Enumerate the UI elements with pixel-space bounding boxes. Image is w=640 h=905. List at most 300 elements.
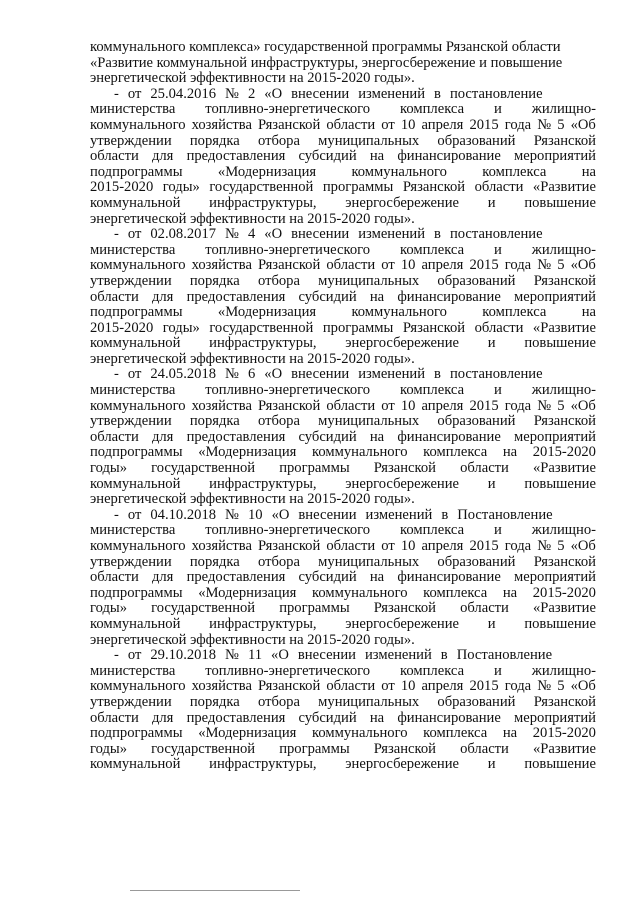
word: годы» <box>162 179 200 196</box>
word: Рязанской <box>533 272 596 289</box>
word: министерства <box>90 662 176 679</box>
word: коммунального <box>90 257 186 274</box>
word: апреля <box>421 397 464 414</box>
word: программы <box>279 600 350 617</box>
word: годы» <box>90 740 128 757</box>
word: области <box>460 460 509 477</box>
text-line <box>90 274 596 290</box>
word: и <box>487 615 496 632</box>
word: программы <box>322 179 394 196</box>
word: 5 <box>557 116 565 133</box>
word: от <box>381 116 395 133</box>
word: на <box>581 304 596 321</box>
word: Рязанской <box>533 693 596 710</box>
word: образований <box>437 132 516 149</box>
word: для <box>151 428 174 445</box>
word: для <box>151 709 174 726</box>
word: программы <box>279 460 350 477</box>
word: № <box>225 647 239 664</box>
word: от <box>381 538 395 554</box>
word: мероприятий <box>514 709 596 726</box>
word: мероприятий <box>514 148 596 165</box>
word: комплекса <box>400 382 465 399</box>
word: постановление <box>449 366 543 383</box>
word: порядка <box>189 132 240 149</box>
word: года <box>504 116 532 133</box>
word: 10 <box>247 506 263 523</box>
word: коммунальной <box>90 335 181 352</box>
word: Постановление <box>456 647 553 664</box>
word: внесении <box>291 85 350 102</box>
word: коммунальной <box>90 194 181 211</box>
word: «О <box>264 85 283 102</box>
word: порядка <box>189 693 240 710</box>
word: внесении <box>291 226 350 243</box>
word: области <box>90 709 139 726</box>
word: повышение <box>524 615 596 632</box>
word: 10 <box>400 116 416 133</box>
word: внесении <box>297 647 356 664</box>
word: № <box>537 257 552 274</box>
word: Рязанской <box>373 740 436 757</box>
word: от <box>127 226 142 243</box>
line-text: «Развитие коммунальной инфраструктуры, энергосбережение и повышение <box>90 54 563 71</box>
word: 5 <box>557 538 565 554</box>
word: подпрограммы <box>90 444 183 461</box>
word: области <box>474 179 524 196</box>
word: комплекса <box>482 304 547 321</box>
word: финансирование <box>397 288 501 305</box>
word: от <box>381 257 395 274</box>
word: 10 <box>400 397 416 414</box>
text-line <box>90 492 596 508</box>
word: коммунального <box>90 678 186 695</box>
word: в <box>441 506 449 523</box>
text-line <box>90 258 596 274</box>
word: муниципальных <box>318 272 420 289</box>
word: коммунальной <box>90 615 181 632</box>
word: 2015 <box>469 538 499 554</box>
text-line <box>90 679 596 695</box>
text-line <box>90 87 596 103</box>
word: хозяйства <box>191 538 252 554</box>
word: «Об <box>570 678 596 695</box>
word: 2 <box>247 85 256 102</box>
footer-rule <box>130 890 300 891</box>
word: в <box>434 85 441 102</box>
word: Рязанской <box>373 460 436 477</box>
word: утверждении <box>90 693 172 710</box>
word: коммунального <box>90 116 186 133</box>
word: № <box>537 116 552 133</box>
text-line <box>90 383 596 399</box>
word: Рязанской <box>258 116 321 133</box>
word: субсидий <box>298 288 357 305</box>
word: 2015 <box>469 116 499 133</box>
word: области <box>474 319 524 336</box>
word: мероприятий <box>514 569 596 586</box>
word: внесении <box>291 366 350 383</box>
word: и <box>487 756 496 773</box>
word: Рязанской <box>258 257 321 274</box>
word: коммунального <box>90 397 186 414</box>
word: 11 <box>247 647 263 664</box>
word: подпрограммы <box>90 163 183 180</box>
word: государственной <box>209 319 314 336</box>
word: апреля <box>421 678 464 695</box>
word: инфраструктуры, <box>209 756 317 773</box>
word: «Модернизация <box>217 163 317 180</box>
text-line <box>90 102 596 118</box>
text-line <box>90 586 596 602</box>
word: «Развитие <box>532 319 596 336</box>
word: годы» <box>90 600 128 617</box>
word: мероприятий <box>514 288 596 305</box>
text-line <box>90 601 596 617</box>
word: от <box>381 678 395 695</box>
word: предоставления <box>186 709 286 726</box>
word: подпрограммы <box>90 584 183 601</box>
word: от <box>127 647 142 664</box>
word: области <box>326 116 376 133</box>
word: 25.04.2016 <box>150 85 217 102</box>
word: отбора <box>257 272 300 289</box>
word: хозяйства <box>191 257 252 274</box>
word: «Об <box>570 538 596 554</box>
word: апреля <box>421 116 464 133</box>
word: в <box>434 366 441 383</box>
word: области <box>326 257 376 274</box>
word: «О <box>264 366 283 383</box>
text-line <box>90 336 596 352</box>
word: отбора <box>257 553 300 570</box>
word: - <box>114 85 119 102</box>
text-line <box>90 118 596 134</box>
text-line <box>90 227 596 243</box>
line-text: энергетической эффективности на 2015-2020 годы». <box>90 210 415 227</box>
word: Рязанской <box>258 397 321 414</box>
word: внесении <box>298 506 357 523</box>
word: комплекса <box>400 662 465 679</box>
word: № <box>225 226 239 243</box>
word: Рязанской <box>402 319 466 336</box>
text-line <box>90 555 596 571</box>
word: топливно-энергетического <box>205 241 371 258</box>
text-line <box>90 633 596 649</box>
word: 24.05.2018 <box>150 366 217 383</box>
word: жилищно- <box>531 522 596 539</box>
word: инфраструктуры, <box>209 615 317 632</box>
word: на <box>369 569 385 586</box>
word: области <box>90 288 139 305</box>
word: - <box>114 226 119 243</box>
word: «О <box>271 506 290 523</box>
word: и <box>494 382 502 399</box>
word: изменений <box>358 85 426 102</box>
text-line <box>90 445 596 461</box>
word: от <box>381 397 395 414</box>
word: 4 <box>247 226 256 243</box>
text-line <box>90 352 596 368</box>
text-line <box>90 742 596 758</box>
text-line <box>90 40 596 56</box>
word: годы» <box>90 460 128 477</box>
word: - <box>114 506 119 523</box>
text-line <box>90 570 596 586</box>
text-line <box>90 212 596 228</box>
word: государственной <box>151 740 256 757</box>
word: «О <box>264 226 283 243</box>
line-text: энергетической эффективности на 2015-2020 годы». <box>90 491 415 508</box>
word: коммунальной <box>90 756 181 773</box>
text-line <box>90 508 596 524</box>
word: Рязанской <box>373 600 436 617</box>
word: в <box>434 226 441 243</box>
word: государственной <box>151 460 256 477</box>
word: 29.10.2018 <box>150 647 217 664</box>
word: для <box>151 569 174 586</box>
word: 5 <box>557 397 565 414</box>
word: и <box>487 194 496 211</box>
word: на <box>502 725 518 742</box>
word: Рязанской <box>533 413 596 430</box>
word: образований <box>437 553 516 570</box>
word: подпрограммы <box>90 725 183 742</box>
word: инфраструктуры, <box>209 335 317 352</box>
word: коммунального <box>312 444 408 461</box>
text-line <box>90 321 596 337</box>
word: жилищно- <box>531 241 596 258</box>
word: муниципальных <box>318 553 420 570</box>
word: № <box>537 538 552 554</box>
word: комплекса <box>400 101 465 118</box>
word: субсидий <box>298 148 357 165</box>
word: «О <box>271 647 289 664</box>
word: энергосбережение <box>345 756 460 773</box>
word: № <box>537 678 552 695</box>
word: комплекса <box>400 522 465 539</box>
word: коммунального <box>312 584 408 601</box>
word: для <box>151 148 174 165</box>
word: субсидий <box>298 428 357 445</box>
word: года <box>504 678 532 695</box>
word: энергосбережение <box>345 335 460 352</box>
word: изменений <box>358 226 426 243</box>
word: № <box>225 506 239 523</box>
word: на <box>369 428 385 445</box>
word: на <box>369 288 385 305</box>
word: 10 <box>400 257 416 274</box>
text-line <box>90 149 596 165</box>
word: комплекса <box>423 444 488 461</box>
text-line <box>90 461 596 477</box>
word: 2015-2020 <box>532 584 596 601</box>
word: и <box>494 662 502 679</box>
word: государственной <box>209 179 314 196</box>
word: образований <box>437 413 516 430</box>
text-line <box>90 71 596 87</box>
word: субсидий <box>298 709 357 726</box>
word: программы <box>279 740 350 757</box>
word: изменений <box>365 506 433 523</box>
word: изменений <box>364 647 432 664</box>
word: 10 <box>400 538 416 554</box>
word: области <box>326 678 376 695</box>
word: «Об <box>570 257 596 274</box>
word: годы» <box>162 319 200 336</box>
word: коммунального <box>351 304 447 321</box>
word: Рязанской <box>258 538 321 554</box>
word: «Об <box>570 397 596 414</box>
text-line <box>90 180 596 196</box>
word: финансирование <box>397 569 501 586</box>
word: изменений <box>358 366 426 383</box>
word: «Модернизация <box>217 304 317 321</box>
word: жилищно- <box>531 382 596 399</box>
word: постановление <box>449 85 543 102</box>
word: муниципальных <box>318 693 420 710</box>
line-text: энергетической эффективности на 2015-2020 годы». <box>90 631 415 648</box>
document-body <box>90 40 596 773</box>
text-line <box>90 539 596 555</box>
word: на <box>581 163 596 180</box>
text-line <box>90 648 596 664</box>
word: предоставления <box>186 569 286 586</box>
word: предоставления <box>186 288 286 305</box>
text-line <box>90 399 596 415</box>
word: области <box>326 538 376 554</box>
word: хозяйства <box>191 397 252 414</box>
word: повышение <box>524 475 596 492</box>
word: Постановление <box>457 506 553 523</box>
word: «Модернизация <box>198 444 297 461</box>
word: года <box>504 257 532 274</box>
word: топливно-энергетического <box>205 382 371 399</box>
word: комплекса <box>400 241 465 258</box>
word: утверждении <box>90 132 172 149</box>
word: хозяйства <box>191 678 252 695</box>
word: финансирование <box>397 428 501 445</box>
word: «Развитие <box>532 740 596 757</box>
word: коммунального <box>312 725 408 742</box>
word: программы <box>322 319 394 336</box>
word: образований <box>437 272 516 289</box>
text-line <box>90 726 596 742</box>
word: министерства <box>90 382 176 399</box>
word: финансирование <box>397 148 501 165</box>
word: отбора <box>257 132 300 149</box>
word: области <box>460 600 509 617</box>
word: «Развитие <box>532 600 596 617</box>
word: 04.10.2018 <box>150 506 217 523</box>
text-line <box>90 243 596 259</box>
word: «Развитие <box>532 179 596 196</box>
word: 2015 <box>469 397 499 414</box>
word: жилищно- <box>531 101 596 118</box>
word: 2015 <box>469 257 499 274</box>
word: образований <box>437 693 516 710</box>
word: коммунального <box>90 538 186 554</box>
word: области <box>90 569 139 586</box>
word: хозяйства <box>191 116 252 133</box>
word: коммунального <box>351 163 447 180</box>
word: топливно-энергетического <box>205 101 371 118</box>
text-line <box>90 414 596 430</box>
word: постановление <box>449 226 543 243</box>
line-text: энергетической эффективности на 2015-2020 годы». <box>90 350 415 367</box>
word: министерства <box>90 101 176 118</box>
text-line <box>90 290 596 306</box>
word: порядка <box>189 413 240 430</box>
word: инфраструктуры, <box>209 194 317 211</box>
word: инфраструктуры, <box>209 475 317 492</box>
word: № <box>225 366 239 383</box>
word: Рязанской <box>533 132 596 149</box>
word: энергосбережение <box>345 475 460 492</box>
text-line <box>90 477 596 493</box>
text-line <box>90 196 596 212</box>
word: повышение <box>524 335 596 352</box>
word: топливно-энергетического <box>205 522 371 539</box>
text-line <box>90 430 596 446</box>
word: предоставления <box>186 148 286 165</box>
word: финансирование <box>397 709 501 726</box>
word: «Модернизация <box>198 584 297 601</box>
word: на <box>502 444 518 461</box>
word: области <box>90 428 139 445</box>
word: апреля <box>421 538 464 554</box>
word: области <box>326 397 376 414</box>
word: коммунальной <box>90 475 181 492</box>
text-line <box>90 56 596 72</box>
word: - <box>114 647 119 664</box>
text-line <box>90 523 596 539</box>
word: Рязанской <box>533 553 596 570</box>
word: утверждении <box>90 413 172 430</box>
text-line <box>90 367 596 383</box>
word: 6 <box>247 366 256 383</box>
text-line <box>90 617 596 633</box>
word: «Об <box>570 116 596 133</box>
word: № <box>225 85 239 102</box>
word: министерства <box>90 241 176 258</box>
word: на <box>369 148 385 165</box>
word: 02.08.2017 <box>150 226 217 243</box>
word: порядка <box>189 272 240 289</box>
text-line <box>90 664 596 680</box>
word: № <box>537 397 552 414</box>
word: энергосбережение <box>345 615 460 632</box>
word: в <box>440 647 448 664</box>
word: энергосбережение <box>345 194 460 211</box>
word: комплекса <box>482 163 547 180</box>
word: министерства <box>90 522 176 539</box>
word: 10 <box>400 678 416 695</box>
text-line <box>90 305 596 321</box>
word: на <box>369 709 385 726</box>
word: 5 <box>557 678 565 695</box>
word: для <box>151 288 174 305</box>
word: 5 <box>557 257 565 274</box>
word: субсидий <box>298 569 357 586</box>
word: мероприятий <box>514 428 596 445</box>
text-line <box>90 165 596 181</box>
word: 2015-2020 <box>90 179 154 196</box>
word: порядка <box>189 553 240 570</box>
word: муниципальных <box>318 413 420 430</box>
text-line <box>90 695 596 711</box>
word: и <box>494 101 502 118</box>
